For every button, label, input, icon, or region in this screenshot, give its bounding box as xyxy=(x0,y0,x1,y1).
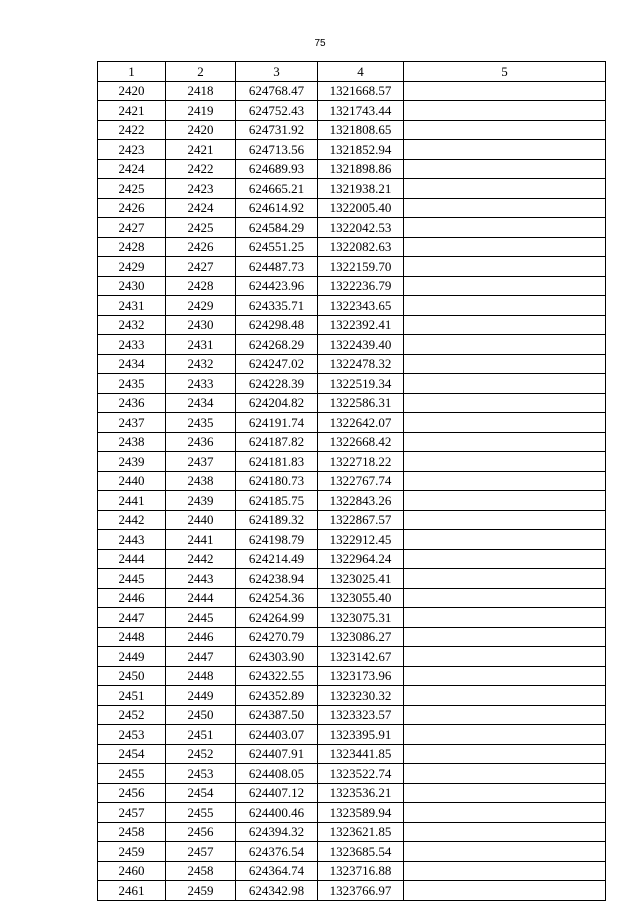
table-cell xyxy=(404,725,606,745)
table-cell: 1323621.85 xyxy=(318,822,404,842)
table-cell: 2452 xyxy=(98,705,166,725)
table-cell: 1321808.65 xyxy=(318,120,404,140)
table-cell: 2457 xyxy=(166,842,236,862)
table-cell: 2438 xyxy=(166,471,236,491)
table-cell: 2425 xyxy=(98,179,166,199)
table-cell: 2433 xyxy=(98,335,166,355)
table-cell: 624238.94 xyxy=(236,569,318,589)
table-cell: 1321852.94 xyxy=(318,140,404,160)
table-row xyxy=(98,861,606,881)
table-row xyxy=(98,374,606,394)
table-cell: 2421 xyxy=(98,101,166,121)
table-cell: 2424 xyxy=(98,159,166,179)
table-cell xyxy=(404,101,606,121)
table-cell: 624487.73 xyxy=(236,257,318,277)
table-cell: 2448 xyxy=(166,666,236,686)
table-cell: 2430 xyxy=(166,315,236,335)
table-cell: 1322718.22 xyxy=(318,452,404,472)
column-header: 4 xyxy=(318,62,404,82)
column-header: 2 xyxy=(166,62,236,82)
table-cell: 2435 xyxy=(98,374,166,394)
table-cell: 2423 xyxy=(166,179,236,199)
table-cell: 624614.92 xyxy=(236,198,318,218)
table-cell xyxy=(404,296,606,316)
table-cell: 2458 xyxy=(166,861,236,881)
table-cell xyxy=(404,744,606,764)
table-cell: 2424 xyxy=(166,198,236,218)
table-row xyxy=(98,101,606,121)
table-cell xyxy=(404,881,606,901)
table-cell: 624214.49 xyxy=(236,549,318,569)
table-cell xyxy=(404,393,606,413)
table-cell xyxy=(404,530,606,550)
table-cell: 624665.21 xyxy=(236,179,318,199)
table-cell: 1323522.74 xyxy=(318,764,404,784)
table-cell: 2439 xyxy=(166,491,236,511)
table-cell: 1322867.57 xyxy=(318,510,404,530)
table-cell: 2441 xyxy=(166,530,236,550)
table-cell: 1321668.57 xyxy=(318,81,404,101)
table-cell xyxy=(404,432,606,452)
table-header-row xyxy=(98,62,606,82)
table-row xyxy=(98,627,606,647)
table-cell xyxy=(404,179,606,199)
table-cell: 2423 xyxy=(98,140,166,160)
table-cell: 1323025.41 xyxy=(318,569,404,589)
table-row xyxy=(98,432,606,452)
table-cell: 624303.90 xyxy=(236,647,318,667)
table-cell: 624204.82 xyxy=(236,393,318,413)
table-cell: 2434 xyxy=(98,354,166,374)
table-cell xyxy=(404,510,606,530)
table-cell: 2445 xyxy=(166,608,236,628)
table-cell: 1322586.31 xyxy=(318,393,404,413)
table-cell: 2454 xyxy=(98,744,166,764)
table-cell: 624364.74 xyxy=(236,861,318,881)
table-cell xyxy=(404,627,606,647)
page-number: 75 xyxy=(314,38,326,49)
table-row xyxy=(98,744,606,764)
table-cell: 624407.91 xyxy=(236,744,318,764)
table-cell: 624254.36 xyxy=(236,588,318,608)
table-cell: 2437 xyxy=(166,452,236,472)
table-cell: 624752.43 xyxy=(236,101,318,121)
table-row xyxy=(98,257,606,277)
table-cell: 1323086.27 xyxy=(318,627,404,647)
table-row xyxy=(98,569,606,589)
table-row xyxy=(98,686,606,706)
table-cell: 1323075.31 xyxy=(318,608,404,628)
table-cell: 1323536.21 xyxy=(318,783,404,803)
table-cell xyxy=(404,705,606,725)
table-cell xyxy=(404,588,606,608)
table-cell: 2427 xyxy=(98,218,166,238)
table-cell: 2445 xyxy=(98,569,166,589)
table-cell: 2429 xyxy=(98,257,166,277)
table-row xyxy=(98,315,606,335)
table-cell: 1322236.79 xyxy=(318,276,404,296)
table-row xyxy=(98,354,606,374)
table-cell xyxy=(404,335,606,355)
table-cell: 1322343.65 xyxy=(318,296,404,316)
table-cell: 624228.39 xyxy=(236,374,318,394)
table-cell: 624689.93 xyxy=(236,159,318,179)
table-row xyxy=(98,783,606,803)
table-cell: 2449 xyxy=(98,647,166,667)
table-cell: 2434 xyxy=(166,393,236,413)
table-row xyxy=(98,452,606,472)
table-cell: 624731.92 xyxy=(236,120,318,140)
table-cell: 624335.71 xyxy=(236,296,318,316)
table-cell xyxy=(404,666,606,686)
table-cell: 1321938.21 xyxy=(318,179,404,199)
table-row xyxy=(98,764,606,784)
table-cell: 2456 xyxy=(166,822,236,842)
table-row xyxy=(98,608,606,628)
table-row xyxy=(98,510,606,530)
table-cell xyxy=(404,276,606,296)
table-cell: 2431 xyxy=(98,296,166,316)
table-cell: 2442 xyxy=(166,549,236,569)
table-cell: 2426 xyxy=(98,198,166,218)
table-cell: 1322912.45 xyxy=(318,530,404,550)
table-cell: 1323685.54 xyxy=(318,842,404,862)
table-cell: 624187.82 xyxy=(236,432,318,452)
table-cell: 2429 xyxy=(166,296,236,316)
table-cell xyxy=(404,647,606,667)
table-cell xyxy=(404,861,606,881)
table-cell xyxy=(404,81,606,101)
table-cell: 624247.02 xyxy=(236,354,318,374)
table-cell xyxy=(404,257,606,277)
table-row xyxy=(98,549,606,569)
table-cell: 624584.29 xyxy=(236,218,318,238)
table-cell: 1323395.91 xyxy=(318,725,404,745)
table-cell: 624322.55 xyxy=(236,666,318,686)
table-cell: 1323173.96 xyxy=(318,666,404,686)
table-cell: 2427 xyxy=(166,257,236,277)
table-cell: 1322159.70 xyxy=(318,257,404,277)
table-row xyxy=(98,393,606,413)
table-cell: 2441 xyxy=(98,491,166,511)
table-cell: 2431 xyxy=(166,335,236,355)
table-row xyxy=(98,491,606,511)
table-cell: 1322392.41 xyxy=(318,315,404,335)
table-cell: 2426 xyxy=(166,237,236,257)
table-cell: 1322668.42 xyxy=(318,432,404,452)
table-cell xyxy=(404,198,606,218)
table-cell: 2421 xyxy=(166,140,236,160)
table-cell xyxy=(404,471,606,491)
table-cell: 2454 xyxy=(166,783,236,803)
table-row xyxy=(98,530,606,550)
table-cell: 624423.96 xyxy=(236,276,318,296)
table-row xyxy=(98,881,606,901)
table-cell: 2440 xyxy=(98,471,166,491)
table-cell: 2459 xyxy=(98,842,166,862)
table-cell: 2451 xyxy=(98,686,166,706)
table-cell: 624551.25 xyxy=(236,237,318,257)
table-row xyxy=(98,842,606,862)
table-cell: 1323323.57 xyxy=(318,705,404,725)
table-cell: 1321898.86 xyxy=(318,159,404,179)
table-cell: 1323766.97 xyxy=(318,881,404,901)
table-cell xyxy=(404,159,606,179)
table-row xyxy=(98,335,606,355)
table-cell xyxy=(404,354,606,374)
table-cell: 2455 xyxy=(166,803,236,823)
table-cell: 1322005.40 xyxy=(318,198,404,218)
table-row xyxy=(98,822,606,842)
table-cell: 2460 xyxy=(98,861,166,881)
table-row xyxy=(98,647,606,667)
table-cell: 624268.29 xyxy=(236,335,318,355)
table-cell xyxy=(404,374,606,394)
table-cell xyxy=(404,803,606,823)
table-cell: 624394.32 xyxy=(236,822,318,842)
table-cell: 624264.99 xyxy=(236,608,318,628)
table-cell: 2418 xyxy=(166,81,236,101)
table-cell xyxy=(404,686,606,706)
table-cell: 2444 xyxy=(166,588,236,608)
table-row xyxy=(98,803,606,823)
table-row xyxy=(98,159,606,179)
table-cell: 2420 xyxy=(166,120,236,140)
table-cell: 1322767.74 xyxy=(318,471,404,491)
table-cell: 2432 xyxy=(98,315,166,335)
table-row xyxy=(98,218,606,238)
table-cell: 2458 xyxy=(98,822,166,842)
table-cell: 1323142.67 xyxy=(318,647,404,667)
table-row xyxy=(98,179,606,199)
table-cell: 2442 xyxy=(98,510,166,530)
table-cell xyxy=(404,822,606,842)
table-cell: 2456 xyxy=(98,783,166,803)
column-header: 3 xyxy=(236,62,318,82)
table-cell: 2446 xyxy=(98,588,166,608)
coordinates-table xyxy=(97,61,606,901)
table-cell: 2447 xyxy=(98,608,166,628)
table-row xyxy=(98,81,606,101)
table-cell: 2428 xyxy=(166,276,236,296)
table-cell: 2420 xyxy=(98,81,166,101)
table-cell: 624180.73 xyxy=(236,471,318,491)
table-cell: 2453 xyxy=(166,764,236,784)
table-cell xyxy=(404,549,606,569)
table-cell: 624408.05 xyxy=(236,764,318,784)
table-cell xyxy=(404,608,606,628)
table-row xyxy=(98,276,606,296)
table-cell xyxy=(404,237,606,257)
table-cell: 624376.54 xyxy=(236,842,318,862)
table-cell: 624342.98 xyxy=(236,881,318,901)
table-cell: 624400.46 xyxy=(236,803,318,823)
table-cell: 2459 xyxy=(166,881,236,901)
table-cell: 2436 xyxy=(166,432,236,452)
table-cell: 2443 xyxy=(166,569,236,589)
table-cell: 624270.79 xyxy=(236,627,318,647)
table-row xyxy=(98,140,606,160)
table-cell: 2443 xyxy=(98,530,166,550)
table-row xyxy=(98,296,606,316)
table-cell: 1322843.26 xyxy=(318,491,404,511)
table-cell: 1322478.32 xyxy=(318,354,404,374)
table-cell: 624298.48 xyxy=(236,315,318,335)
table-row xyxy=(98,120,606,140)
table-cell: 1322439.40 xyxy=(318,335,404,355)
table-cell: 2422 xyxy=(166,159,236,179)
table-cell: 624403.07 xyxy=(236,725,318,745)
table-cell xyxy=(404,764,606,784)
table-cell: 1321743.44 xyxy=(318,101,404,121)
table-row xyxy=(98,237,606,257)
table-cell: 2432 xyxy=(166,354,236,374)
table-cell: 2450 xyxy=(98,666,166,686)
table-row xyxy=(98,588,606,608)
table-cell: 624713.56 xyxy=(236,140,318,160)
table-cell: 2419 xyxy=(166,101,236,121)
column-header: 5 xyxy=(404,62,606,82)
table-row xyxy=(98,666,606,686)
table-cell xyxy=(404,842,606,862)
table-cell: 2422 xyxy=(98,120,166,140)
table-cell: 2438 xyxy=(98,432,166,452)
table-cell: 2461 xyxy=(98,881,166,901)
table-cell xyxy=(404,452,606,472)
table-cell: 1322082.63 xyxy=(318,237,404,257)
table-cell: 2436 xyxy=(98,393,166,413)
table-cell: 2435 xyxy=(166,413,236,433)
table-cell: 624191.74 xyxy=(236,413,318,433)
table-cell xyxy=(404,783,606,803)
table-cell: 2446 xyxy=(166,627,236,647)
table-cell: 2437 xyxy=(98,413,166,433)
table-cell: 2444 xyxy=(98,549,166,569)
table-cell: 1323589.94 xyxy=(318,803,404,823)
table-cell: 1322642.07 xyxy=(318,413,404,433)
table-cell: 624185.75 xyxy=(236,491,318,511)
table-row xyxy=(98,471,606,491)
table-cell: 1323230.32 xyxy=(318,686,404,706)
table-row xyxy=(98,413,606,433)
table-cell xyxy=(404,569,606,589)
table-cell: 1323441.85 xyxy=(318,744,404,764)
table-cell: 2452 xyxy=(166,744,236,764)
table-cell xyxy=(404,218,606,238)
table-cell xyxy=(404,120,606,140)
table-row xyxy=(98,198,606,218)
table-row xyxy=(98,725,606,745)
table-cell: 2425 xyxy=(166,218,236,238)
table-cell: 2439 xyxy=(98,452,166,472)
table-cell: 2449 xyxy=(166,686,236,706)
table-cell: 2450 xyxy=(166,705,236,725)
table-cell: 1323716.88 xyxy=(318,861,404,881)
table-cell: 2453 xyxy=(98,725,166,745)
table-cell: 624181.83 xyxy=(236,452,318,472)
table-cell: 2447 xyxy=(166,647,236,667)
table-cell xyxy=(404,491,606,511)
table-cell: 624198.79 xyxy=(236,530,318,550)
table-cell: 2448 xyxy=(98,627,166,647)
table-cell: 624189.32 xyxy=(236,510,318,530)
table-cell: 1322042.53 xyxy=(318,218,404,238)
table-cell: 2440 xyxy=(166,510,236,530)
table-cell: 2430 xyxy=(98,276,166,296)
table-cell xyxy=(404,315,606,335)
table-cell: 2457 xyxy=(98,803,166,823)
table-cell: 2451 xyxy=(166,725,236,745)
table-cell: 2455 xyxy=(98,764,166,784)
table-row xyxy=(98,705,606,725)
table-cell: 1323055.40 xyxy=(318,588,404,608)
column-header: 1 xyxy=(98,62,166,82)
table-cell xyxy=(404,140,606,160)
table-cell: 1322964.24 xyxy=(318,549,404,569)
table-cell: 2428 xyxy=(98,237,166,257)
table-cell: 624407.12 xyxy=(236,783,318,803)
table-cell: 2433 xyxy=(166,374,236,394)
table-cell: 624352.89 xyxy=(236,686,318,706)
table-cell: 624387.50 xyxy=(236,705,318,725)
table-body xyxy=(98,81,606,900)
table-cell: 624768.47 xyxy=(236,81,318,101)
table-cell xyxy=(404,413,606,433)
table-cell: 1322519.34 xyxy=(318,374,404,394)
